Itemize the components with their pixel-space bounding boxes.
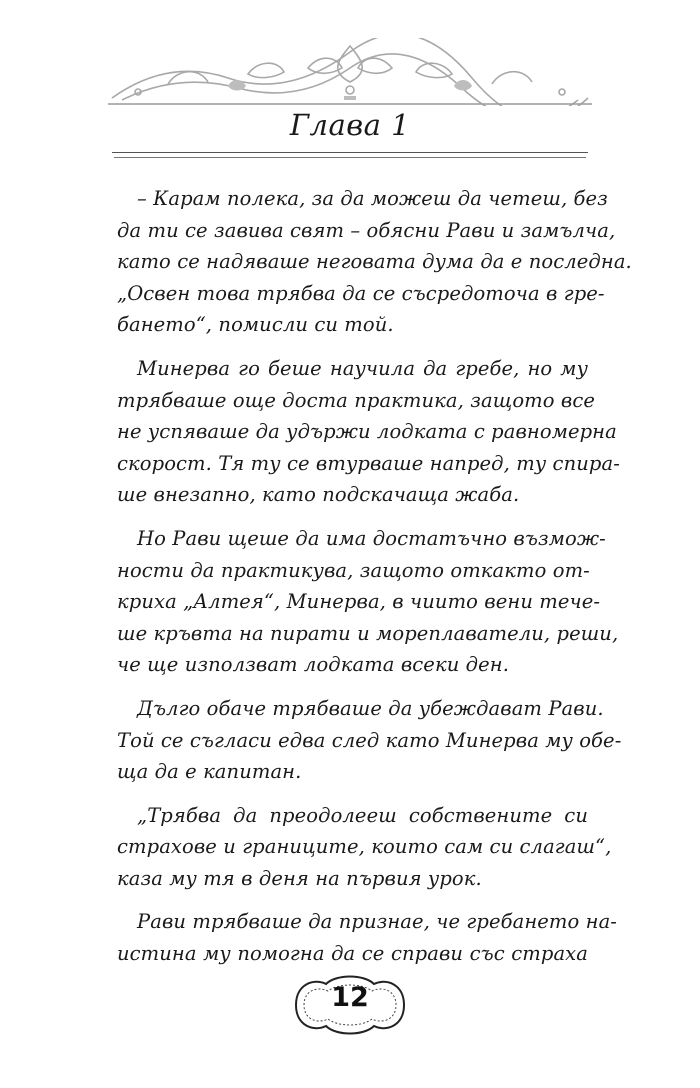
text-line: ше внезапно, като подскачаща жаба. — [117, 483, 520, 507]
header-rule-inner — [114, 157, 586, 158]
paragraph — [117, 523, 619, 681]
text-line: като се надяваше неговата дума да е последна. — [117, 250, 632, 274]
text-line: Дълго обаче трябваше да убеждават Рави. — [137, 696, 604, 720]
paragraph — [117, 183, 632, 341]
text-line: Рави трябваше да признае, че гребането на- — [137, 910, 617, 934]
text-line: „Трябва да преодолееш собствените си — [137, 803, 588, 827]
text-line: криха „Алтея“, Минерва, в чиито вени тече- — [117, 590, 601, 614]
chapter-title: Глава 1 — [289, 108, 411, 142]
text-line: не успяваше да удържи лодката с равномерна — [117, 420, 617, 444]
header-ornament — [108, 38, 592, 106]
text-line: Но Рави щеше да има достатъчно възмож- — [137, 526, 606, 550]
text-line: „Освен това трябва да се съсредоточа в гре- — [117, 281, 605, 305]
text-line: – Карам полека, за да можеш да четеш, без — [137, 187, 608, 210]
body-text — [117, 183, 632, 982]
page-number: 12 — [331, 982, 369, 1013]
text-line: трябваше още доста практика, защото все — [117, 388, 595, 412]
text-line: ности да практикува, защото откакто от- — [117, 558, 590, 582]
text-line: бането“, помисли си той. — [117, 313, 394, 337]
text-line: да ти се завива свят – обясни Рави и замълча, — [117, 218, 616, 242]
text-line: страхове и границите, които сам си слагаш“, — [117, 835, 612, 859]
text-line: Той се съгласи едва след като Минерва му обе- — [117, 728, 622, 752]
paragraph — [117, 693, 622, 788]
paragraph — [117, 800, 612, 895]
text-line: ше кръвта на пирати и мореплаватели, реши, — [117, 621, 619, 645]
text-line: истина му помогна да се справи със страха — [117, 942, 588, 966]
paragraph — [117, 906, 617, 969]
text-line: Минерва го беше научила да гребе, но му — [137, 356, 588, 380]
text-line: скорост. Тя ту се втурваше напред, ту спира- — [117, 451, 620, 475]
text-line: каза му тя в деня на първия урок. — [117, 866, 482, 890]
header-rule — [112, 152, 588, 153]
paragraph — [117, 353, 620, 511]
text-line: ща да е капитан. — [117, 760, 302, 784]
text-line: че ще използват лодката всеки ден. — [117, 653, 509, 677]
